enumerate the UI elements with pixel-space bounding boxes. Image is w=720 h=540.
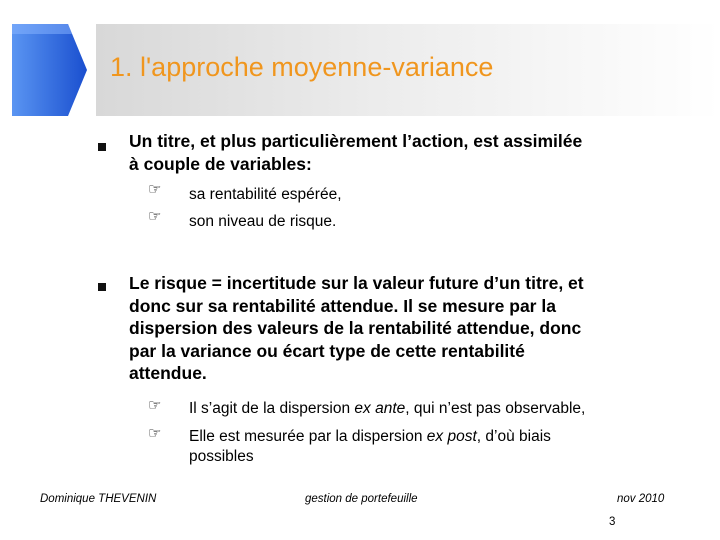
bullet-2-line-3: dispersion des valeurs de la rentabilité attendue, donc bbox=[129, 318, 582, 338]
square-bullet-icon bbox=[98, 283, 106, 291]
bullet-1-line-1: Un titre, et plus particulièrement l’action, est assimilée bbox=[129, 131, 583, 151]
sub-2-1-text: Il s’agit de la dispersion bbox=[189, 400, 355, 417]
bullet-2-line-2: donc sur sa rentabilité attendue. Il se mesure par la bbox=[129, 295, 556, 316]
footer-author: Dominique THEVENIN bbox=[40, 493, 157, 505]
footer-date: nov 2010 bbox=[617, 493, 665, 505]
pointing-hand-icon: ☞ bbox=[148, 208, 162, 225]
bullet-text-1 bbox=[129, 130, 582, 175]
sub-bullet-2-2 bbox=[189, 427, 551, 467]
sub-2-2-text-end: , d’où biais bbox=[476, 428, 551, 445]
footer-subject: gestion de portefeuille bbox=[305, 493, 418, 505]
bullet-2-line-4: par la variance ou écart type de cette rentabilité bbox=[129, 340, 525, 361]
sub-2-2-line-2: possibles bbox=[189, 448, 254, 465]
slide-title: 1. l'approche moyenne-variance bbox=[110, 52, 494, 82]
sub-bullet-2-1 bbox=[189, 399, 585, 419]
bullet-1-line-2: à couple de variables: bbox=[129, 153, 312, 174]
bullet-2-line-1: Le risque = incertitude sur la valeur future d’un titre, et bbox=[129, 273, 584, 293]
page-number: 3 bbox=[609, 516, 616, 528]
bullet-text-2 bbox=[129, 272, 584, 385]
pointing-hand-icon: ☞ bbox=[148, 181, 162, 198]
sub-bullet-1-1: sa rentabilité espérée, bbox=[189, 186, 342, 203]
sub-2-1-text-end: , qui n’est pas observable, bbox=[405, 400, 586, 417]
sub-2-2-text: Elle est mesurée par la dispersion bbox=[189, 428, 427, 445]
sub-2-1-emphasis: ex ante bbox=[354, 400, 406, 417]
sub-bullet-1-2: son niveau de risque. bbox=[189, 213, 337, 230]
bullet-2-line-5: attendue. bbox=[129, 363, 207, 383]
pointing-hand-icon: ☞ bbox=[148, 425, 162, 442]
chevron-arrow-icon bbox=[12, 24, 87, 116]
sub-2-2-emphasis: ex post bbox=[426, 428, 477, 445]
pointing-hand-icon: ☞ bbox=[148, 397, 162, 414]
square-bullet-icon bbox=[98, 143, 106, 151]
